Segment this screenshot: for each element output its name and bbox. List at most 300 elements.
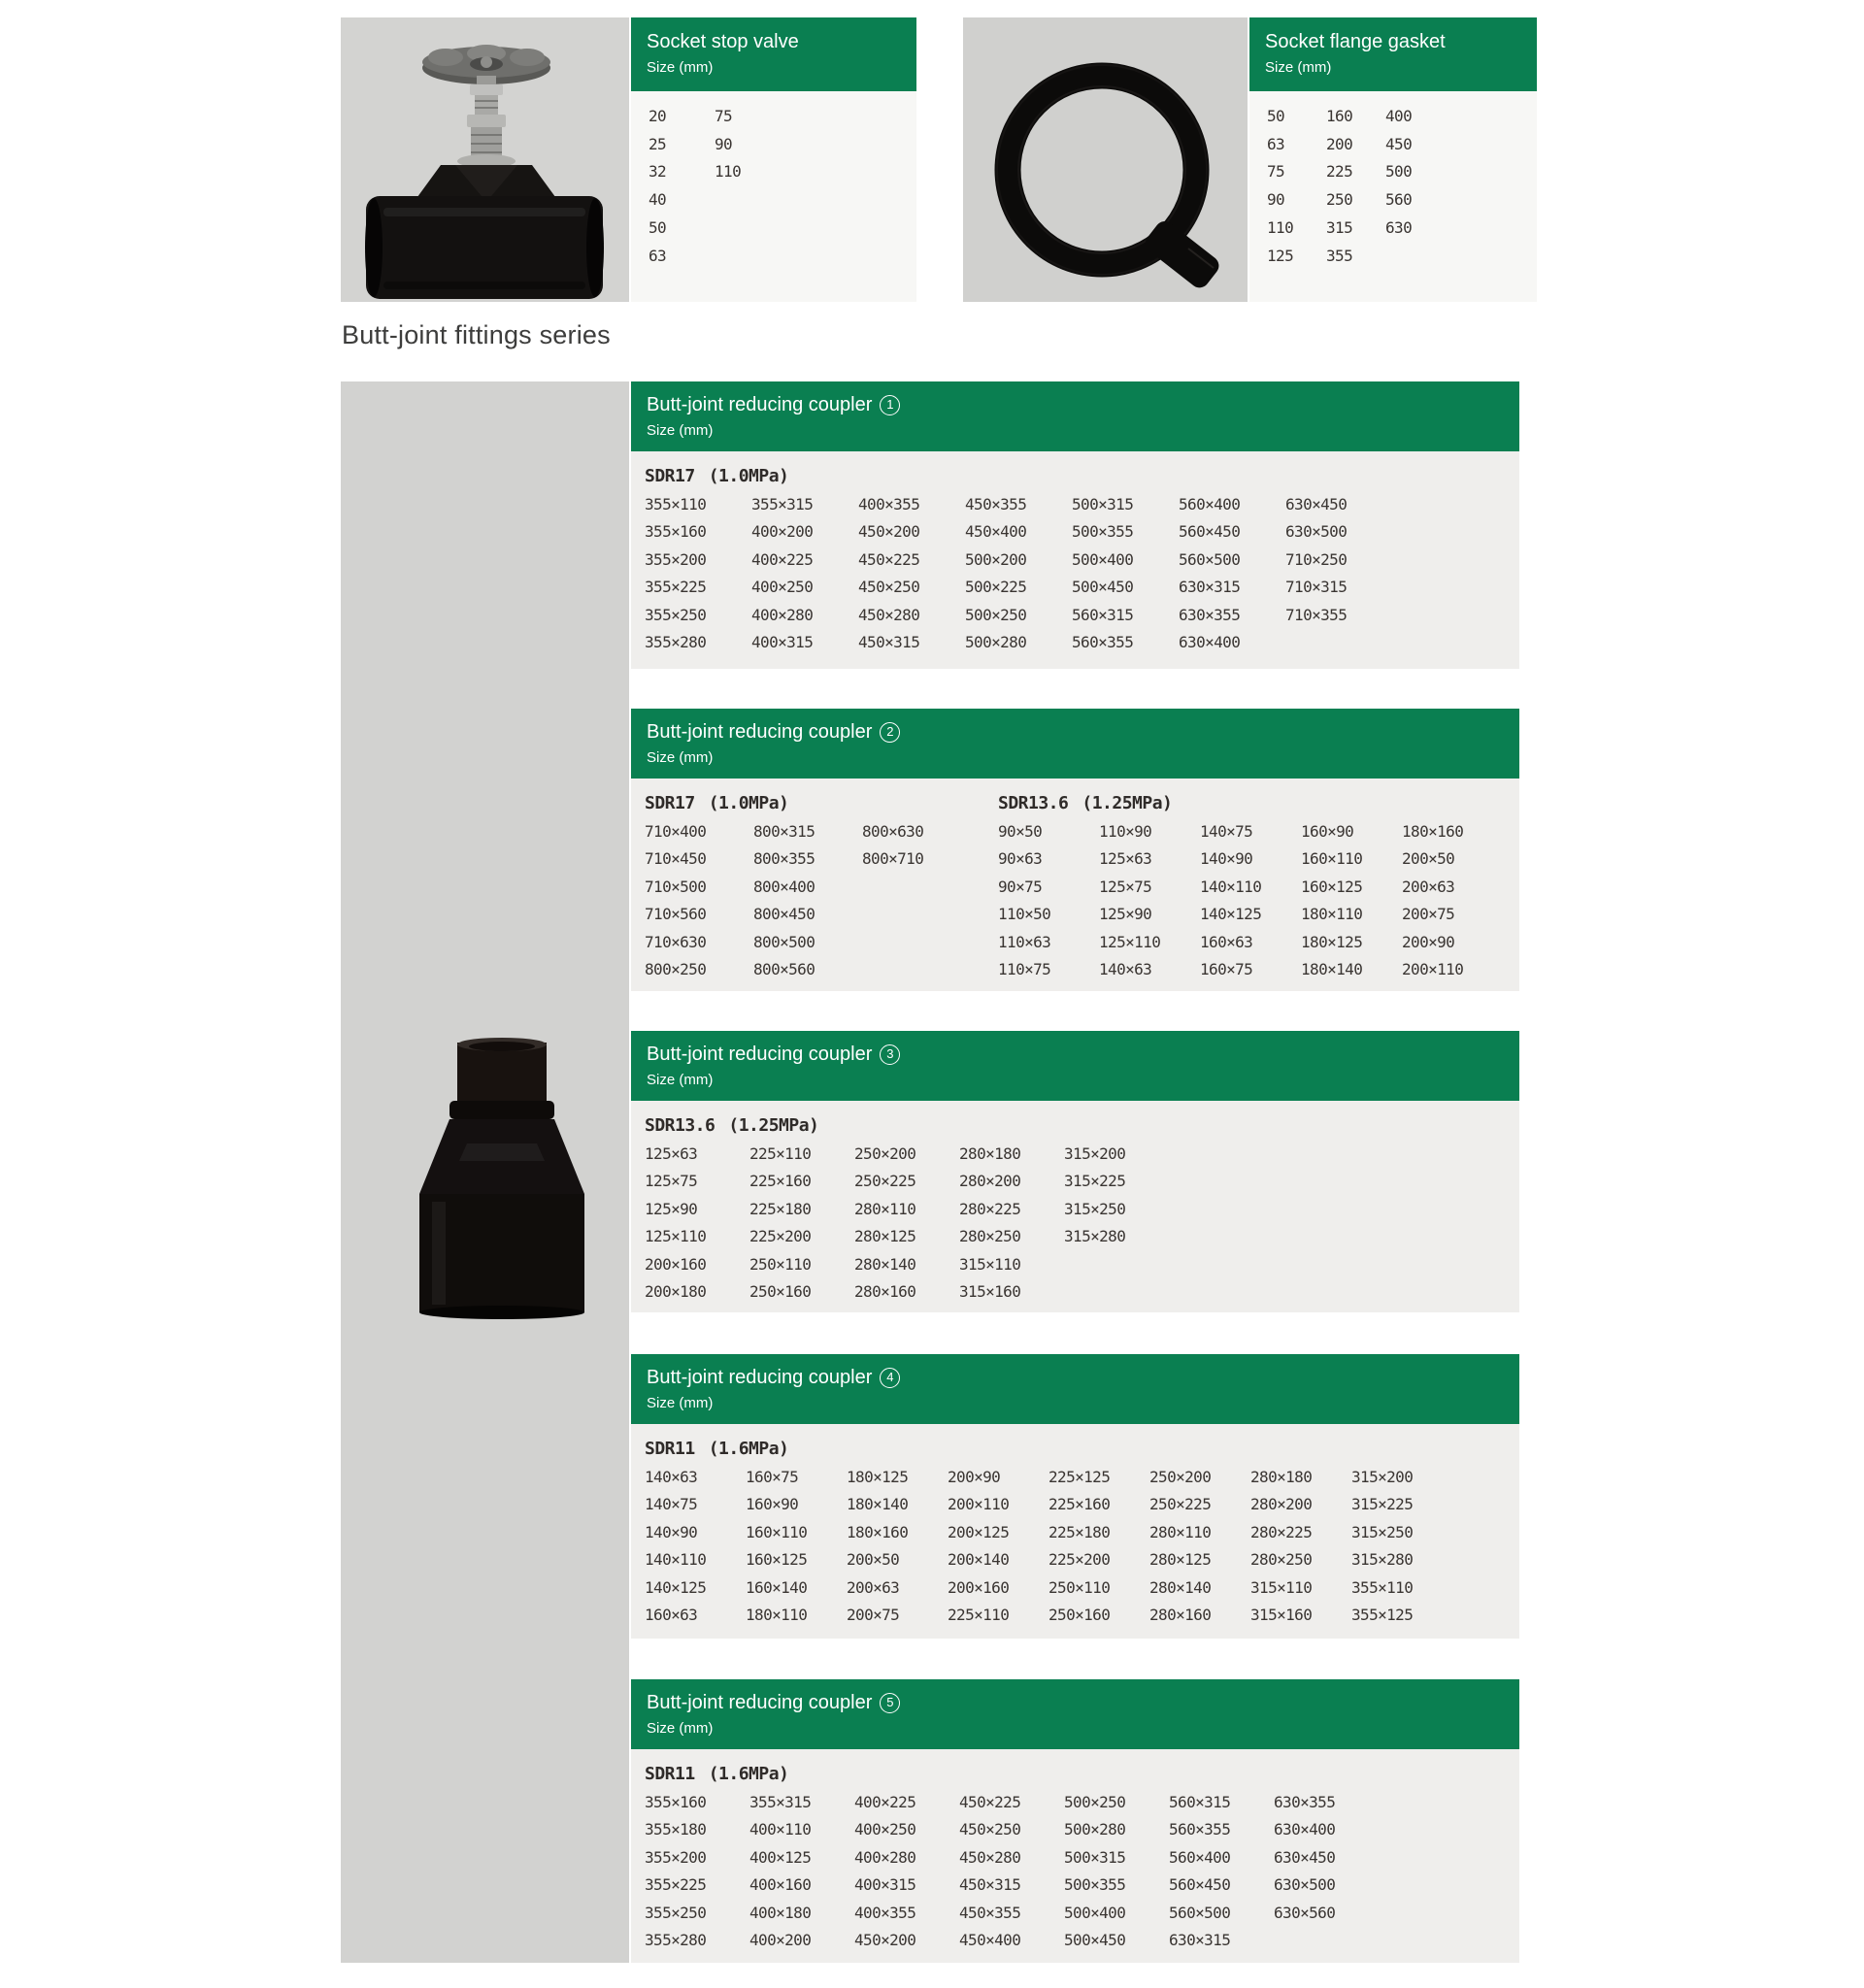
table-title [647,1043,1504,1066]
size-row [998,956,1503,984]
size-value: 250×110 [1048,1577,1111,1597]
size-value: 200×63 [847,1577,900,1597]
spec-group [645,1434,1452,1629]
table-number-badge: 1 [880,395,900,415]
size-value: 180×110 [1301,905,1363,924]
size-value: 140×90 [1200,849,1253,869]
size-grid [645,1140,1169,1306]
table-title-text: Butt-joint reducing coupler [647,394,873,415]
size-row [645,1223,1169,1251]
pressure-label: (1.0MPa) [708,465,789,486]
size-value: 800×400 [753,877,816,896]
size-value: 400×180 [749,1903,812,1922]
size-value: 315 [1326,217,1353,237]
size-value: 630×355 [1274,1792,1336,1811]
size-value: 160×125 [1301,877,1363,896]
spec-label: SDR17 [645,465,695,486]
size-value: 160×140 [746,1577,808,1597]
table-body [631,779,1519,991]
size-value: 800×560 [753,960,816,979]
size-value: 125×63 [1099,849,1152,869]
size-value: 710×630 [645,932,707,951]
size-value: 355×250 [645,1903,707,1922]
size-value: 200×90 [948,1467,1001,1486]
size-value: 800×355 [753,849,816,869]
size-value: 200×110 [948,1495,1010,1514]
size-value: 560×450 [1179,522,1241,542]
size-row [645,490,1392,518]
spec-label: SDR17 [645,792,695,813]
size-row [645,518,1392,547]
size-value: 400×225 [751,549,814,569]
butt-joint-series-heading: Butt-joint fittings series [342,320,611,349]
spec-group [645,788,971,983]
size-value: 450×200 [858,522,920,542]
size-value: 630×355 [1179,605,1241,624]
size-value: 450×355 [959,1903,1021,1922]
size-row [645,956,971,984]
size-value: 225×180 [1048,1522,1111,1541]
table-number-badge: 3 [880,1044,900,1065]
reducing-coupler-photo [409,1037,593,1320]
size-value: 800×710 [862,849,924,869]
table-header [631,1031,1519,1101]
size-value: 280×200 [1250,1495,1313,1514]
size-value: 630×500 [1285,522,1348,542]
spec-label: SDR11 [645,1438,695,1459]
size-value: 140×75 [645,1495,698,1514]
size-value: 400×315 [751,633,814,652]
size-value: 200×125 [948,1522,1010,1541]
size-column [715,103,781,302]
size-value: 63 [649,246,667,265]
size-row [645,1195,1169,1223]
size-value: 500×315 [1072,494,1134,514]
size-value: 200 [1326,134,1353,153]
size-value: 315×160 [1250,1606,1313,1625]
size-value: 63 [1267,134,1285,153]
size-value: 355×225 [645,578,707,597]
size-value: 125×75 [645,1172,698,1191]
card-title: Socket flange gasket [1265,31,1446,52]
size-value: 140×90 [645,1522,698,1541]
size-row [645,1602,1452,1630]
size-value: 710×500 [645,877,707,896]
size-value: 800×250 [645,960,707,979]
size-value: 125×90 [645,1199,698,1218]
stop-valve-illustration [341,17,629,302]
size-value: 280×110 [1149,1522,1212,1541]
size-value: 250×200 [854,1143,916,1163]
size-value: 160×90 [1301,821,1354,841]
size-value: 400×355 [858,494,920,514]
size-value: 450 [1385,134,1413,153]
size-value: 500×315 [1064,1847,1126,1867]
size-row [645,546,1392,574]
coupler-table-1 [631,381,1519,669]
size-value: 90×50 [998,821,1043,841]
size-value: 500×355 [1072,522,1134,542]
size-value: 400×355 [854,1903,916,1922]
size-value: 180×125 [847,1467,909,1486]
size-value: 90×75 [998,877,1043,896]
size-value: 315×225 [1064,1172,1126,1191]
size-value: 450×250 [858,578,920,597]
table-header [631,1354,1519,1424]
size-value: 125×75 [1099,877,1152,896]
size-value: 400×125 [749,1847,812,1867]
size-value: 280×200 [959,1172,1021,1191]
size-row [645,1278,1169,1307]
table-title [647,1366,1504,1389]
size-value: 280×180 [959,1143,1021,1163]
size-value: 250×225 [1149,1495,1212,1514]
size-value: 110×90 [1099,821,1152,841]
size-value: 400 [1385,107,1413,125]
size-value: 355×280 [645,1931,707,1950]
size-value: 315×280 [1064,1227,1126,1246]
size-row [645,1491,1452,1519]
size-value: 200×110 [1402,960,1464,979]
size-value: 25 [649,134,667,153]
size-value: 315×160 [959,1282,1021,1302]
size-value: 500×280 [965,633,1027,652]
size-value: 140×110 [645,1550,707,1570]
size-value: 140×125 [1200,905,1262,924]
size-value: 450×280 [858,605,920,624]
size-row [645,901,971,929]
size-value: 280×160 [1149,1606,1212,1625]
size-row [645,1250,1169,1278]
size-value: 450×225 [959,1792,1021,1811]
size-value: 315×200 [1064,1143,1126,1163]
size-row [645,1168,1169,1196]
size-value: 250×225 [854,1172,916,1191]
size-row [645,1463,1452,1491]
size-value: 500×400 [1064,1903,1126,1922]
size-row [645,845,971,874]
size-value: 450×250 [959,1820,1021,1839]
table-subtitle: Size (mm) [647,1720,714,1737]
size-value: 280×250 [1250,1550,1313,1570]
table-title [647,1691,1504,1714]
table-header [631,1679,1519,1749]
size-value: 160×110 [1301,849,1363,869]
size-value: 355×225 [645,1875,707,1895]
size-value: 630×560 [1274,1903,1336,1922]
size-value: 200×50 [847,1550,900,1570]
table-title-text: Butt-joint reducing coupler [647,1044,873,1065]
size-value: 225×125 [1048,1467,1111,1486]
card-subtitle: Size (mm) [647,59,714,76]
size-value: 800×450 [753,905,816,924]
table-number-badge: 4 [880,1368,900,1388]
size-row [645,1816,1379,1844]
size-row [645,817,971,845]
size-list [1249,91,1537,302]
table-body [631,451,1519,669]
size-value: 400×250 [751,578,814,597]
size-value: 225×200 [1048,1550,1111,1570]
pressure-label: (1.0MPa) [708,792,789,813]
size-value: 250×200 [1149,1467,1212,1486]
size-row [645,1872,1379,1900]
size-value: 355×315 [749,1792,812,1811]
size-row [645,1574,1452,1602]
size-value: 400×315 [854,1875,916,1895]
size-value: 200×75 [847,1606,900,1625]
size-value: 500×225 [965,578,1027,597]
size-value: 450×400 [959,1931,1021,1950]
size-value: 200×50 [1402,849,1455,869]
size-value: 560×315 [1169,1792,1231,1811]
size-value: 450×280 [959,1847,1021,1867]
size-value: 400×225 [854,1792,916,1811]
size-value: 355×125 [1351,1606,1414,1625]
spec-label: SDR13.6 [998,792,1069,813]
table-title [647,393,1504,416]
size-value: 110×50 [998,905,1051,924]
size-value: 400×250 [854,1820,916,1839]
size-value: 355×280 [645,633,707,652]
size-value: 500×450 [1072,578,1134,597]
size-value: 315×225 [1351,1495,1414,1514]
size-value: 75 [715,107,733,125]
card-subtitle: Size (mm) [1265,59,1332,76]
size-value: 200×160 [948,1577,1010,1597]
size-value: 450×200 [854,1931,916,1950]
size-value: 280×160 [854,1282,916,1302]
table-body [631,1101,1519,1312]
coupler-table-2 [631,709,1519,991]
size-value: 180×125 [1301,932,1363,951]
size-value: 90 [715,134,733,153]
size-row [645,1899,1379,1927]
spec-group [998,788,1503,983]
size-value: 315×250 [1064,1199,1126,1218]
size-value: 450×315 [959,1875,1021,1895]
size-row [645,928,971,956]
size-value: 140×125 [645,1577,707,1597]
size-column [1385,103,1445,302]
table-subtitle: Size (mm) [647,1072,714,1088]
size-value: 500×200 [965,549,1027,569]
size-value: 160×63 [645,1606,698,1625]
size-value: 280×125 [1149,1550,1212,1570]
size-row [998,817,1503,845]
size-value: 200×63 [1402,877,1455,896]
size-value: 355×160 [645,1792,707,1811]
size-value: 180×160 [1402,821,1464,841]
size-value: 560×315 [1072,605,1134,624]
size-value: 315×110 [1250,1577,1313,1597]
size-value: 355×250 [645,605,707,624]
size-value: 630×400 [1274,1820,1336,1839]
card-header [1249,17,1537,91]
pressure-label: (1.6MPa) [708,1438,789,1459]
size-value: 50 [1267,107,1285,125]
size-value: 630 [1385,217,1413,237]
size-value: 200×75 [1402,905,1455,924]
size-value: 450×355 [965,494,1027,514]
size-row [645,629,1392,657]
size-value: 180×140 [847,1495,909,1514]
size-value: 630×450 [1274,1847,1336,1867]
size-row [645,873,971,901]
size-value: 200×160 [645,1254,707,1274]
size-value: 280×140 [1149,1577,1212,1597]
size-value: 140×63 [645,1467,698,1486]
size-value: 225×180 [749,1199,812,1218]
size-value: 710×400 [645,821,707,841]
size-value: 250×160 [1048,1606,1111,1625]
stop-valve-photo [341,17,629,302]
size-value: 355×315 [751,494,814,514]
pressure-label: (1.25MPa) [728,1114,819,1136]
size-value: 355×200 [645,1847,707,1867]
flange-gasket-illustration [963,17,1248,302]
size-column [649,103,715,302]
size-value: 560 [1385,190,1413,210]
size-row [645,1546,1452,1574]
size-row [645,601,1392,629]
table-body [631,1424,1519,1639]
table-number-badge: 2 [880,722,900,743]
size-value: 125×63 [645,1143,698,1163]
size-value: 250×160 [749,1282,812,1302]
size-value: 500×250 [1064,1792,1126,1811]
size-value: 560×400 [1179,494,1241,514]
pressure-label: (1.25MPa) [1082,792,1173,813]
size-value: 90×63 [998,849,1043,869]
size-value: 800×315 [753,821,816,841]
size-value: 710×450 [645,849,707,869]
table-title-text: Butt-joint reducing coupler [647,1692,873,1713]
size-grid [645,1788,1379,1954]
coupler-table-3 [631,1031,1519,1312]
size-value: 280×225 [959,1199,1021,1218]
size-row [645,1927,1379,1955]
size-value: 125×90 [1099,905,1152,924]
size-value: 75 [1267,162,1285,182]
size-row [998,928,1503,956]
size-column [1326,103,1385,302]
spec-group [645,461,1392,656]
size-value: 250×110 [749,1254,812,1274]
card-title: Socket stop valve [647,31,799,52]
size-row [998,873,1503,901]
table-title-text: Butt-joint reducing coupler [647,721,873,743]
size-value: 400×110 [749,1820,812,1839]
size-value: 560×355 [1169,1820,1231,1839]
size-value: 160×90 [746,1495,799,1514]
spec-group [645,1110,1169,1306]
size-value: 630×315 [1169,1931,1231,1950]
size-value: 160 [1326,107,1353,125]
table-header [631,381,1519,451]
size-value: 160×75 [1200,960,1253,979]
coupler-table-4 [631,1354,1519,1639]
card-header [631,17,916,91]
size-value: 225×160 [749,1172,812,1191]
size-value: 500×280 [1064,1820,1126,1839]
size-row [645,1843,1379,1872]
size-value: 630×315 [1179,578,1241,597]
size-value: 280×140 [854,1254,916,1274]
size-value: 160×63 [1200,932,1253,951]
size-value: 500×450 [1064,1931,1126,1950]
table-subtitle: Size (mm) [647,1395,714,1411]
size-value: 225×160 [1048,1495,1111,1514]
size-value: 355 [1326,246,1353,265]
size-value: 500×250 [965,605,1027,624]
size-value: 500×400 [1072,549,1134,569]
size-value: 450×225 [858,549,920,569]
size-value: 225 [1326,162,1353,182]
coupler-table-5 [631,1679,1519,1963]
size-row [645,1788,1379,1816]
size-value: 250 [1326,190,1353,210]
size-value: 125 [1267,246,1294,265]
size-list [631,91,916,302]
size-value: 315×280 [1351,1550,1414,1570]
size-value: 800×500 [753,932,816,951]
size-value: 110 [715,162,742,182]
size-value: 800×630 [862,821,924,841]
size-value: 90 [1267,190,1285,210]
size-value: 560×500 [1169,1903,1231,1922]
size-value: 315×110 [959,1254,1021,1274]
size-value: 355×200 [645,549,707,569]
size-value: 225×110 [948,1606,1010,1625]
size-value: 160×110 [746,1522,808,1541]
table-body [631,1749,1519,1963]
size-value: 280×125 [854,1227,916,1246]
size-value: 280×250 [959,1227,1021,1246]
size-value: 140×63 [1099,960,1152,979]
table-subtitle: Size (mm) [647,749,714,766]
table-subtitle: Size (mm) [647,422,714,439]
size-value: 200×140 [948,1550,1010,1570]
table-number-badge: 5 [880,1693,900,1713]
size-value: 710×355 [1285,605,1348,624]
size-value: 500×355 [1064,1875,1126,1895]
size-value: 110 [1267,217,1294,237]
spec-label: SDR13.6 [645,1114,716,1136]
size-value: 560×450 [1169,1875,1231,1895]
size-value: 630×500 [1274,1875,1336,1895]
size-value: 280×225 [1250,1522,1313,1541]
spec-group [645,1759,1379,1954]
size-value: 140×110 [1200,877,1262,896]
size-value: 450×315 [858,633,920,652]
size-grid [645,490,1392,656]
size-value: 400×160 [749,1875,812,1895]
size-value: 500 [1385,162,1413,182]
size-row [645,1140,1169,1168]
size-value: 355×110 [645,494,707,514]
size-value: 140×75 [1200,821,1253,841]
pressure-label: (1.6MPa) [708,1763,789,1784]
size-value: 315×250 [1351,1522,1414,1541]
size-value: 400×280 [751,605,814,624]
size-value: 400×200 [749,1931,812,1950]
size-value: 710×560 [645,905,707,924]
size-row [998,901,1503,929]
size-value: 225×110 [749,1143,812,1163]
size-value: 710×315 [1285,578,1348,597]
size-value: 200×90 [1402,932,1455,951]
